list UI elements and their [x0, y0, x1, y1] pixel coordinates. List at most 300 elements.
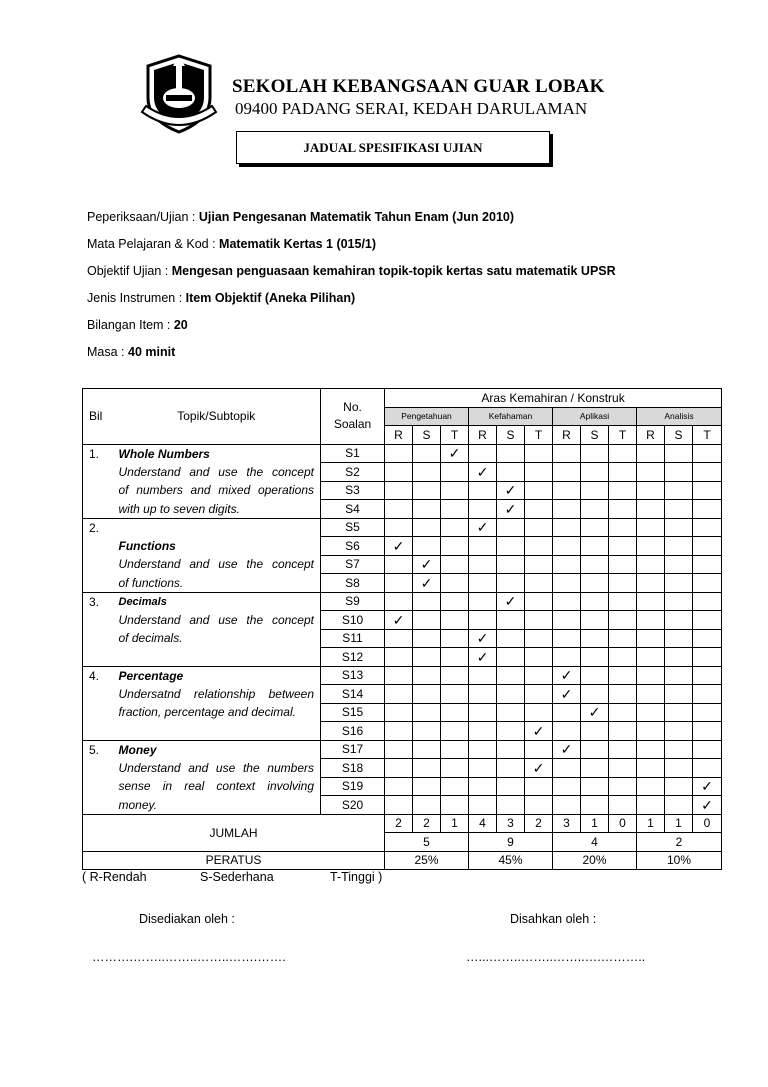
level-cell	[609, 500, 637, 519]
level-cell	[665, 537, 693, 556]
level-cell	[497, 629, 525, 648]
topic-bil	[83, 611, 113, 630]
topic-description: Understand and use the numbers	[113, 759, 321, 778]
level-cell	[581, 740, 609, 759]
level-cell	[441, 648, 469, 667]
topic-cell	[113, 648, 321, 667]
jumlah-count: 1	[581, 814, 609, 833]
info-objective-value: Mengesan penguasaan kemahiran topik-topik kertas satu matematik UPSR	[171, 264, 616, 278]
level-cell	[525, 518, 553, 537]
table-row	[83, 796, 722, 815]
question-number: S4	[321, 500, 385, 519]
level-cell	[497, 444, 525, 463]
document-title: JADUAL SPESIFIKASI UJIAN	[236, 131, 550, 164]
info-items	[87, 318, 188, 332]
level-cell	[525, 592, 553, 611]
level-cell	[693, 722, 722, 741]
check-icon: ✓	[693, 796, 722, 815]
table-row	[83, 740, 722, 759]
level-cell	[693, 648, 722, 667]
table-row	[83, 722, 722, 741]
question-number: S13	[321, 666, 385, 685]
level-cell	[581, 463, 609, 482]
level-cell	[413, 759, 441, 778]
level-cell	[637, 444, 665, 463]
level-cell	[497, 555, 525, 574]
level-cell	[385, 703, 413, 722]
level-cell	[469, 759, 497, 778]
level-cell	[497, 537, 525, 556]
jumlah-total: 2	[637, 833, 722, 852]
check-icon: ✓	[469, 629, 497, 648]
level-cell	[637, 537, 665, 556]
level-cell	[665, 740, 693, 759]
table-row	[83, 555, 722, 574]
topic-description: money.	[113, 796, 321, 815]
level-cell	[609, 629, 637, 648]
level-cell	[441, 518, 469, 537]
level-cell	[665, 703, 693, 722]
level-cell	[385, 444, 413, 463]
level-cell	[609, 518, 637, 537]
level-cell	[469, 703, 497, 722]
topic-title: Functions	[113, 537, 321, 556]
level-cell	[525, 740, 553, 759]
level-cell	[609, 722, 637, 741]
level-cell	[497, 666, 525, 685]
peratus-value: 25%	[385, 851, 469, 870]
level-cell	[413, 796, 441, 815]
level-cell	[469, 777, 497, 796]
topic-bil	[83, 629, 113, 648]
level-cell	[385, 629, 413, 648]
check-icon: ✓	[553, 740, 581, 759]
level-cell	[441, 500, 469, 519]
level-cell	[469, 740, 497, 759]
topic-cell	[113, 518, 321, 537]
level-header-4: S	[497, 426, 525, 445]
level-cell	[609, 648, 637, 667]
level-cell	[553, 611, 581, 630]
level-cell	[581, 444, 609, 463]
level-cell	[637, 648, 665, 667]
level-cell	[609, 463, 637, 482]
level-cell	[441, 592, 469, 611]
level-cell	[497, 574, 525, 593]
info-objective	[87, 264, 616, 278]
topic-description: Understand and use the concept	[113, 555, 321, 574]
check-icon: ✓	[553, 666, 581, 685]
group-header-2: Aplikasi	[553, 407, 637, 426]
level-cell	[441, 555, 469, 574]
table-row	[83, 629, 722, 648]
level-cell	[609, 537, 637, 556]
level-cell	[693, 463, 722, 482]
table-row	[83, 444, 722, 463]
level-cell	[525, 500, 553, 519]
check-icon: ✓	[469, 463, 497, 482]
topic-description: of numbers and mixed operations	[113, 481, 321, 500]
jumlah-counts-row	[83, 814, 722, 833]
info-subject-value: Matematik Kertas 1 (015/1)	[219, 237, 377, 251]
table-row	[83, 777, 722, 796]
topic-bil: 4.	[83, 666, 113, 685]
level-cell	[637, 481, 665, 500]
school-address: 09400 PADANG SERAI, KEDAH DARULAMAN	[235, 99, 588, 118]
level-cell	[385, 722, 413, 741]
topic-description: with up to seven digits.	[113, 500, 321, 519]
info-time	[87, 345, 175, 359]
info-items-value: 20	[173, 318, 188, 332]
level-cell	[665, 666, 693, 685]
level-cell	[525, 703, 553, 722]
topic-title: Money	[113, 740, 321, 759]
level-cell	[469, 555, 497, 574]
level-cell	[497, 518, 525, 537]
level-cell	[525, 481, 553, 500]
jumlah-count: 4	[469, 814, 497, 833]
level-cell	[413, 703, 441, 722]
question-number: S18	[321, 759, 385, 778]
level-cell	[553, 444, 581, 463]
topic-bil: 5.	[83, 740, 113, 759]
info-exam-label: Peperiksaan/Ujian :	[87, 210, 199, 224]
jumlah-total: 4	[553, 833, 637, 852]
level-cell	[525, 685, 553, 704]
level-cell	[637, 777, 665, 796]
jumlah-count: 2	[385, 814, 413, 833]
level-cell	[609, 444, 637, 463]
topic-bil: 3.	[83, 592, 113, 611]
header-no: No.	[343, 400, 362, 415]
school-name: SEKOLAH KEBANGSAAN GUAR LOBAK	[232, 76, 605, 97]
peratus-label: PERATUS	[83, 851, 385, 870]
approved-by-line: …...……..……..……..….………..	[466, 950, 646, 964]
level-cell	[413, 685, 441, 704]
topic-bil	[83, 777, 113, 796]
info-exam	[87, 210, 514, 224]
topic-description: of decimals.	[113, 629, 321, 648]
level-cell	[469, 796, 497, 815]
question-number: S15	[321, 703, 385, 722]
level-cell	[385, 796, 413, 815]
level-cell	[665, 574, 693, 593]
level-cell	[609, 574, 637, 593]
level-cell	[581, 648, 609, 667]
level-cell	[637, 574, 665, 593]
level-cell	[581, 500, 609, 519]
topic-bil	[83, 537, 113, 556]
level-cell	[553, 518, 581, 537]
level-cell	[553, 777, 581, 796]
table-row	[83, 463, 722, 482]
level-header-2: T	[441, 426, 469, 445]
level-cell	[637, 611, 665, 630]
level-cell	[665, 444, 693, 463]
level-cell	[609, 611, 637, 630]
level-cell	[413, 740, 441, 759]
table-row	[83, 592, 722, 611]
question-number: S19	[321, 777, 385, 796]
level-cell	[665, 648, 693, 667]
table-row	[83, 537, 722, 556]
level-cell	[441, 703, 469, 722]
question-number: S12	[321, 648, 385, 667]
level-cell	[609, 666, 637, 685]
level-header-0: R	[385, 426, 413, 445]
level-cell	[413, 666, 441, 685]
level-cell	[693, 555, 722, 574]
level-cell	[385, 685, 413, 704]
check-icon: ✓	[497, 592, 525, 611]
level-cell	[693, 759, 722, 778]
level-cell	[609, 555, 637, 574]
jumlah-total: 9	[469, 833, 553, 852]
approved-by-label: Disahkan oleh :	[510, 912, 597, 926]
topic-bil	[83, 648, 113, 667]
level-cell	[637, 518, 665, 537]
table-row	[83, 611, 722, 630]
level-cell	[497, 648, 525, 667]
level-cell	[637, 740, 665, 759]
table-row	[83, 666, 722, 685]
level-cell	[525, 537, 553, 556]
level-cell	[525, 463, 553, 482]
level-cell	[637, 666, 665, 685]
level-cell	[693, 740, 722, 759]
level-header-1: S	[413, 426, 441, 445]
level-cell	[413, 481, 441, 500]
level-cell	[609, 685, 637, 704]
question-number: S17	[321, 740, 385, 759]
level-cell	[581, 666, 609, 685]
level-cell	[441, 574, 469, 593]
level-cell	[385, 777, 413, 796]
level-cell	[413, 592, 441, 611]
level-cell	[441, 740, 469, 759]
level-cell	[665, 759, 693, 778]
jumlah-count: 0	[693, 814, 722, 833]
level-cell	[665, 463, 693, 482]
level-cell	[553, 481, 581, 500]
level-cell	[497, 722, 525, 741]
level-cell	[469, 592, 497, 611]
topic-description: Understand and use the concept	[113, 463, 321, 482]
level-cell	[581, 777, 609, 796]
topic-cell	[113, 722, 321, 741]
level-cell	[469, 666, 497, 685]
check-icon: ✓	[525, 759, 553, 778]
topic-bil	[83, 574, 113, 593]
jumlah-count: 1	[665, 814, 693, 833]
level-cell	[413, 463, 441, 482]
level-cell	[525, 555, 553, 574]
check-icon: ✓	[693, 777, 722, 796]
header-soalan: Soalan	[333, 417, 372, 432]
info-instrument	[87, 291, 355, 305]
question-number: S20	[321, 796, 385, 815]
level-cell	[469, 444, 497, 463]
level-cell	[497, 759, 525, 778]
topic-bil	[83, 703, 113, 722]
info-time-label: Masa :	[87, 345, 128, 359]
level-header-9: R	[637, 426, 665, 445]
level-cell	[637, 722, 665, 741]
level-cell	[441, 629, 469, 648]
level-cell	[413, 537, 441, 556]
topic-title: Decimals	[113, 592, 321, 611]
level-cell	[413, 648, 441, 667]
level-cell	[385, 518, 413, 537]
check-icon: ✓	[469, 648, 497, 667]
level-cell	[693, 500, 722, 519]
check-icon: ✓	[385, 611, 413, 630]
level-cell	[497, 777, 525, 796]
level-cell	[385, 648, 413, 667]
level-cell	[581, 481, 609, 500]
jumlah-count: 3	[497, 814, 525, 833]
topic-description: Understand and use the concept	[113, 611, 321, 630]
level-cell	[693, 611, 722, 630]
level-cell	[385, 500, 413, 519]
topic-description: of functions.	[113, 574, 321, 593]
prepared-by-label: Disediakan oleh :	[139, 912, 235, 926]
check-icon: ✓	[581, 703, 609, 722]
level-header-10: S	[665, 426, 693, 445]
prepared-by-line: ……….……..……..……..…….…….	[92, 950, 286, 964]
level-cell	[497, 463, 525, 482]
level-cell	[581, 722, 609, 741]
question-number: S11	[321, 629, 385, 648]
level-cell	[553, 592, 581, 611]
level-cell	[525, 611, 553, 630]
level-cell	[665, 500, 693, 519]
level-cell	[665, 685, 693, 704]
peratus-value: 45%	[469, 851, 553, 870]
level-cell	[497, 611, 525, 630]
question-number: S10	[321, 611, 385, 630]
level-cell	[525, 666, 553, 685]
topic-title: Whole Numbers	[113, 444, 321, 463]
level-cell	[637, 592, 665, 611]
info-items-label: Bilangan Item :	[87, 318, 174, 332]
level-cell	[441, 463, 469, 482]
info-objective-label: Objektif Ujian :	[87, 264, 172, 278]
table-row	[83, 685, 722, 704]
header-no-soalan	[321, 389, 385, 445]
level-cell	[609, 759, 637, 778]
topic-bil	[83, 685, 113, 704]
level-cell	[637, 685, 665, 704]
level-cell	[441, 666, 469, 685]
level-cell	[693, 481, 722, 500]
level-cell	[525, 796, 553, 815]
level-cell	[413, 518, 441, 537]
level-cell	[413, 777, 441, 796]
topic-description: sense in real context involving	[113, 777, 321, 796]
level-cell	[693, 444, 722, 463]
level-cell	[609, 796, 637, 815]
level-cell	[385, 574, 413, 593]
level-cell	[413, 629, 441, 648]
level-cell	[553, 574, 581, 593]
level-cell	[553, 759, 581, 778]
table-row	[83, 703, 722, 722]
check-icon: ✓	[497, 481, 525, 500]
level-cell	[637, 555, 665, 574]
level-cell	[693, 629, 722, 648]
level-cell	[385, 759, 413, 778]
jumlah-count: 0	[609, 814, 637, 833]
level-cell	[665, 611, 693, 630]
topic-bil	[83, 463, 113, 482]
check-icon: ✓	[497, 500, 525, 519]
topic-description: fraction, percentage and decimal.	[113, 703, 321, 722]
question-number: S8	[321, 574, 385, 593]
level-cell	[525, 648, 553, 667]
level-cell	[469, 685, 497, 704]
level-cell	[553, 500, 581, 519]
level-cell	[581, 537, 609, 556]
check-icon: ✓	[469, 518, 497, 537]
level-cell	[441, 777, 469, 796]
level-cell	[385, 463, 413, 482]
question-number: S7	[321, 555, 385, 574]
level-cell	[693, 537, 722, 556]
topic-bil	[83, 722, 113, 741]
level-cell	[469, 722, 497, 741]
level-cell	[553, 555, 581, 574]
level-cell	[553, 463, 581, 482]
level-cell	[665, 592, 693, 611]
level-cell	[441, 481, 469, 500]
school-crest-icon	[140, 52, 218, 136]
level-cell	[693, 574, 722, 593]
level-cell	[553, 648, 581, 667]
level-cell	[525, 777, 553, 796]
question-number: S1	[321, 444, 385, 463]
peratus-value: 10%	[637, 851, 722, 870]
topic-bil	[83, 481, 113, 500]
level-cell	[385, 666, 413, 685]
level-cell	[441, 611, 469, 630]
peratus-row	[83, 851, 722, 870]
topic-title: Percentage	[113, 666, 321, 685]
level-cell	[693, 703, 722, 722]
topic-bil: 2.	[83, 518, 113, 537]
level-cell	[581, 759, 609, 778]
level-cell	[637, 500, 665, 519]
level-cell	[581, 592, 609, 611]
level-cell	[441, 796, 469, 815]
level-header-8: T	[609, 426, 637, 445]
level-cell	[441, 759, 469, 778]
table-row	[83, 500, 722, 519]
level-cell	[665, 629, 693, 648]
topic-bil: 1.	[83, 444, 113, 463]
level-cell	[693, 518, 722, 537]
level-cell	[581, 611, 609, 630]
level-header-11: T	[693, 426, 722, 445]
level-cell	[413, 611, 441, 630]
legend-sederhana: S-Sederhana	[200, 870, 274, 884]
level-cell	[665, 796, 693, 815]
level-cell	[609, 703, 637, 722]
topic-bil	[83, 759, 113, 778]
topic-description: Undersatnd relationship between	[113, 685, 321, 704]
info-instrument-label: Jenis Instrumen :	[87, 291, 186, 305]
level-cell	[525, 444, 553, 463]
